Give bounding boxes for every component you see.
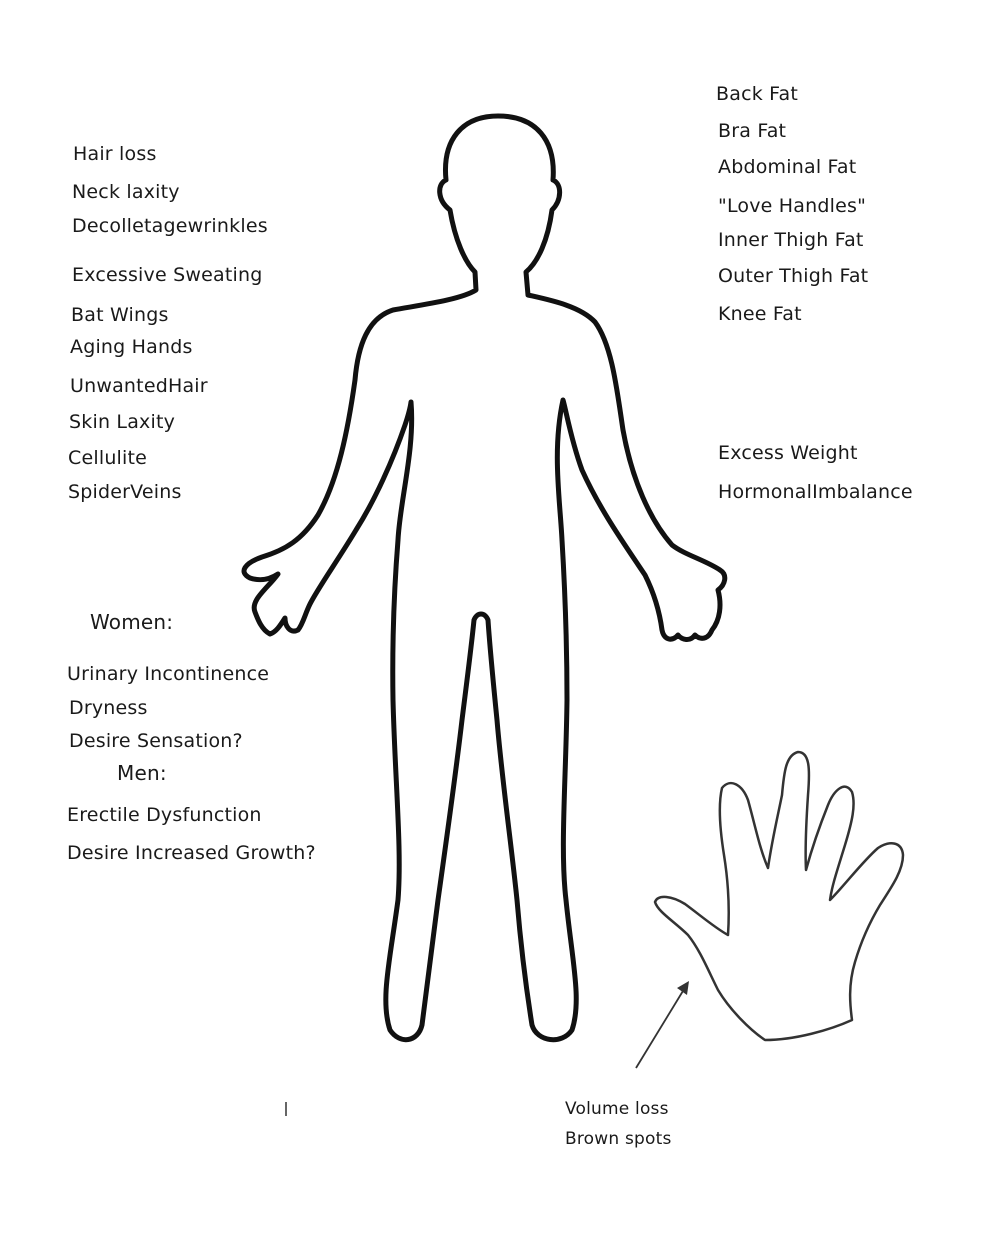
label-decolletage-wrinkles: Decolletagewrinkles — [72, 215, 268, 237]
label-back-fat: Back Fat — [716, 83, 799, 105]
label-inner-thigh-fat: Inner Thigh Fat — [718, 229, 864, 251]
men-heading: Men: — [117, 761, 167, 785]
arrow-to-hand — [636, 981, 689, 1068]
label-cellulite: Cellulite — [68, 447, 148, 469]
label-desire-increased-growth: Desire Increased Growth? — [67, 842, 316, 864]
women-heading: Women: — [90, 610, 174, 634]
label-dryness: Dryness — [69, 697, 148, 719]
label-love-handles: "Love Handles" — [718, 195, 867, 217]
label-excess-weight: Excess Weight — [718, 442, 858, 464]
label-outer-thigh-fat: Outer Thigh Fat — [718, 265, 869, 287]
label-hair-loss: Hair loss — [73, 143, 157, 165]
hand-outline — [655, 752, 903, 1040]
label-abdominal-fat: Abdominal Fat — [718, 156, 857, 178]
label-unwanted-hair: UnwantedHair — [70, 375, 208, 397]
label-spider-veins: SpiderVeins — [68, 481, 182, 503]
label-brown-spots: Brown spots — [565, 1129, 672, 1149]
label-hormonal-imbalance: HormonalImbalance — [718, 481, 913, 503]
label-bra-fat: Bra Fat — [718, 120, 787, 142]
label-erectile-dysfunction: Erectile Dysfunction — [67, 804, 262, 826]
label-bat-wings: Bat Wings — [71, 304, 169, 326]
label-urinary-incontinence: Urinary Incontinence — [67, 663, 270, 685]
label-aging-hands: Aging Hands — [70, 336, 193, 358]
label-neck-laxity: Neck laxity — [72, 181, 180, 203]
label-excessive-sweating: Excessive Sweating — [72, 264, 263, 286]
label-desire-sensation: Desire Sensation? — [69, 730, 243, 752]
body-outline — [244, 116, 725, 1040]
label-volume-loss: Volume loss — [565, 1099, 669, 1119]
label-knee-fat: Knee Fat — [718, 303, 802, 325]
label-skin-laxity: Skin Laxity — [69, 411, 176, 433]
